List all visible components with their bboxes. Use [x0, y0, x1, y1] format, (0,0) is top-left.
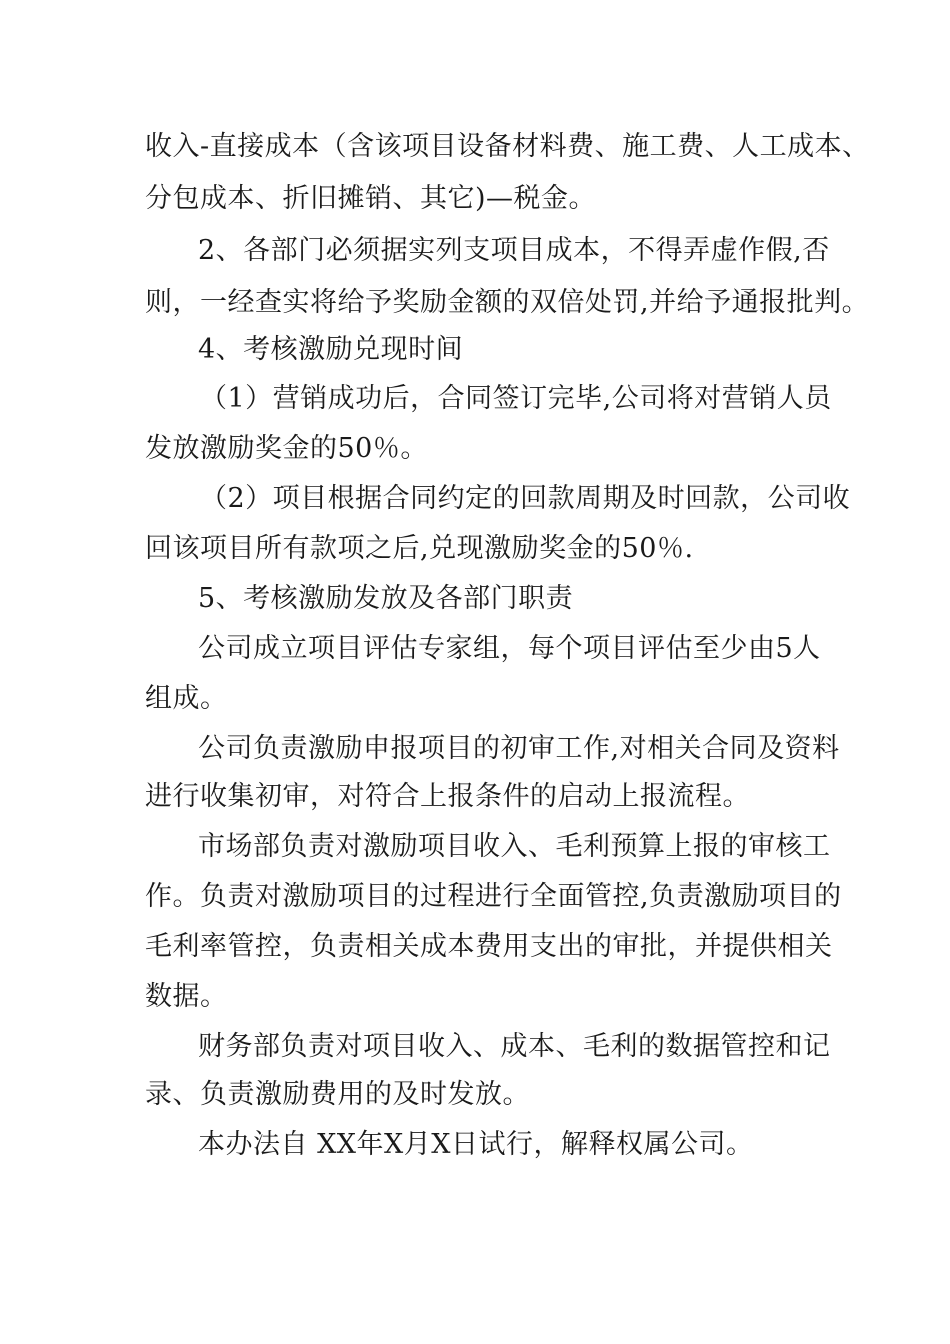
- text-line: 发放激励奖金的50％。: [145, 433, 428, 464]
- text-line: 组成。: [145, 683, 228, 714]
- section-heading: 4、考核激励兑现时间: [198, 334, 464, 365]
- text-line: 分包成本、折旧摊销、其它)—税金。: [145, 183, 597, 214]
- text-line: 毛利率管控，负责相关成本费用支出的审批，并提供相关: [145, 931, 833, 962]
- text-line: 本办法自 XX年X月X日试行，解释权属公司。: [198, 1129, 754, 1160]
- text-line: 则，一经查实将给予奖励金额的双倍处罚,并给予通报批判。: [145, 287, 870, 318]
- text-line: 2、各部门必须据实列支项目成本，不得弄虚作假,否: [198, 235, 830, 266]
- text-line: 财务部负责对项目收入、成本、毛利的数据管控和记: [198, 1031, 831, 1062]
- text-line: 公司负责激励申报项目的初审工作,对相关合同及资料: [198, 733, 840, 764]
- text-line: 作。负责对激励项目的过程进行全面管控,负责激励项目的: [145, 881, 842, 912]
- text-line: 数据。: [145, 981, 228, 1012]
- text-line: 市场部负责对激励项目收入、毛利预算上报的审核工: [198, 831, 831, 862]
- text-line: （1）营销成功后，合同签订完毕,公司将对营销人员: [200, 383, 832, 414]
- text-line: 录、负责激励费用的及时发放。: [145, 1079, 530, 1110]
- text-line: （2）项目根据合同约定的回款周期及时回款，公司收: [200, 483, 851, 514]
- text-line: 进行收集初审，对符合上报条件的启动上报流程。: [145, 781, 750, 812]
- text-line: 收入-直接成本（含该项目设备材料费、施工费、人工成本、: [145, 131, 870, 162]
- text-line: 回该项目所有款项之后,兑现激励奖金的50％.: [145, 533, 694, 564]
- text-line: 公司成立项目评估专家组，每个项目评估至少由5人: [198, 633, 821, 664]
- section-heading: 5、考核激励发放及各部门职责: [198, 583, 574, 614]
